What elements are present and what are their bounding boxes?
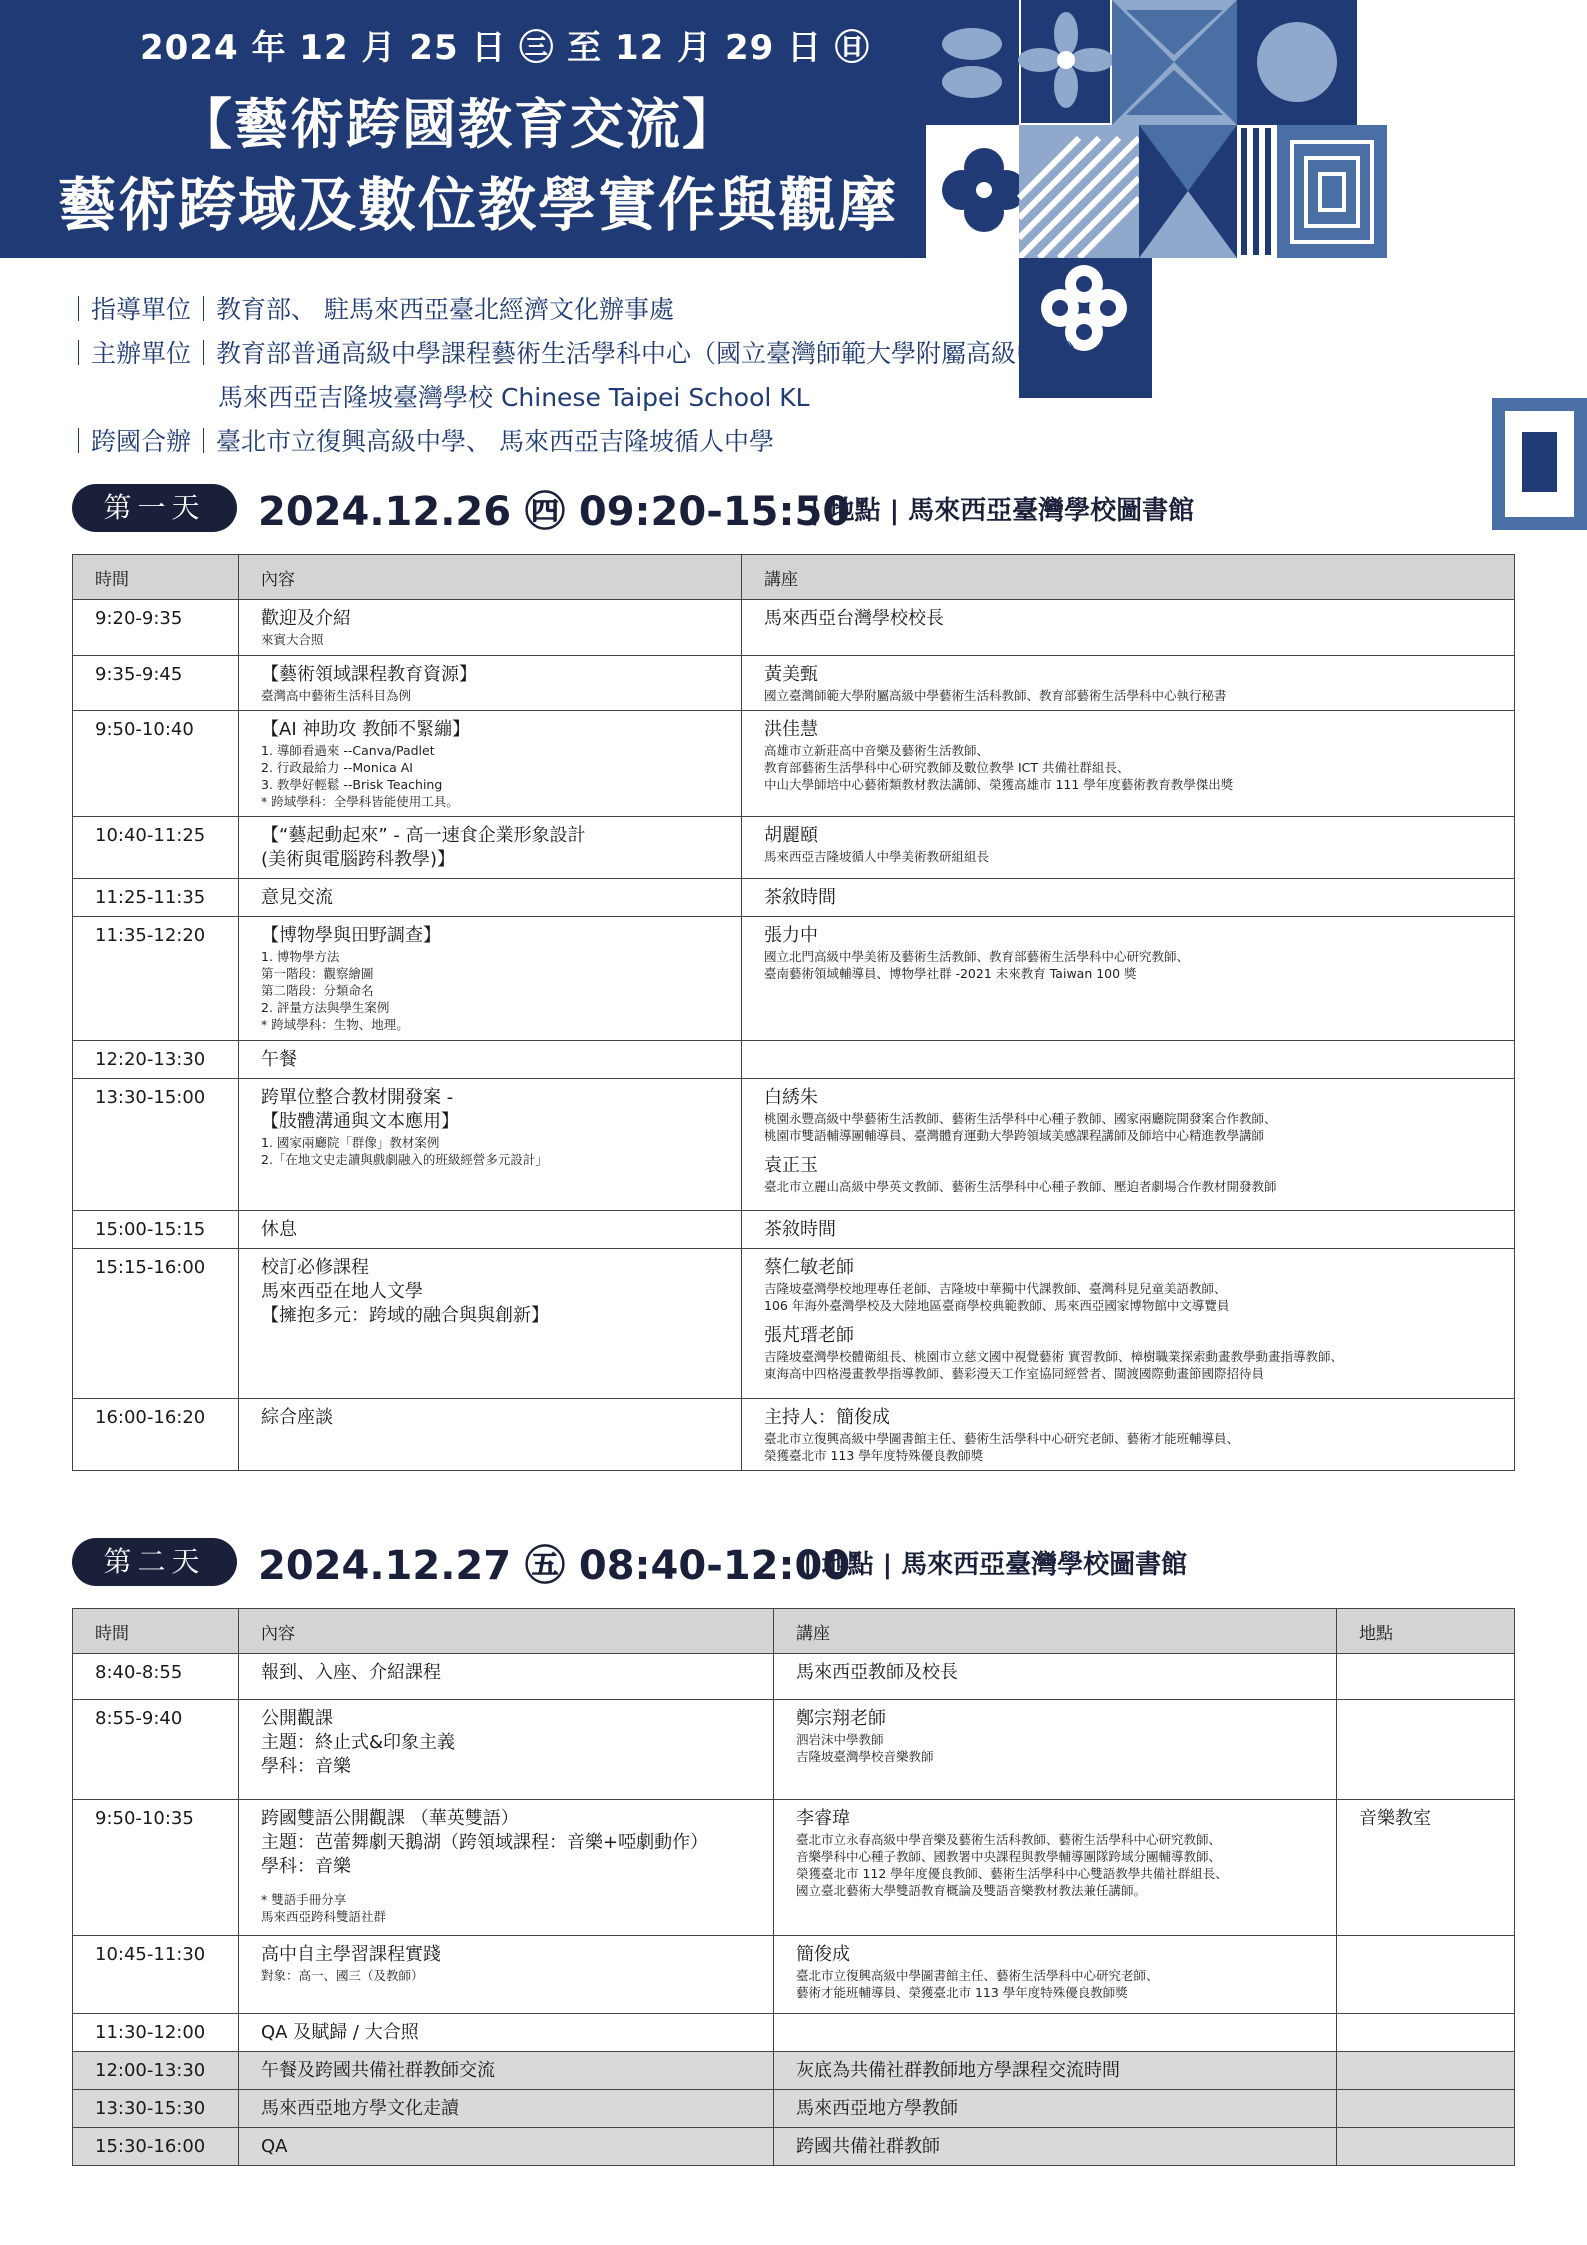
- place-cell: [1337, 2014, 1515, 2052]
- day2-datetime: 2024.12.27 ㊄ 08:40-12:00: [258, 1543, 851, 1589]
- session-title: 午餐及跨國共備社群教師交流: [261, 2060, 495, 2081]
- time-value: 8:55-9:40: [95, 1708, 183, 1729]
- day1-table-row: [73, 1211, 1515, 1249]
- day1-table-row: [73, 879, 1515, 917]
- session-title: 【藝術領域課程教育資源】: [261, 664, 477, 685]
- day2-table-row: [73, 2090, 1515, 2128]
- day1-table-row: [73, 817, 1515, 879]
- speaker-cell: [742, 1211, 1515, 1249]
- speaker-cell: [742, 600, 1515, 656]
- day1-table-row: [73, 1041, 1515, 1079]
- day1-location: | 地點 | 馬來西亞臺灣學校圖書館: [810, 496, 1195, 526]
- speaker-name: 張力中: [764, 925, 818, 946]
- time-cell: [73, 1936, 239, 2014]
- place-cell: [1337, 1800, 1515, 1936]
- time-cell: [73, 1800, 239, 1936]
- place-cell: [1337, 1700, 1515, 1800]
- time-value: 8:40-8:55: [95, 1662, 183, 1683]
- content-cell: [239, 656, 742, 711]
- session-title: 校訂必修課程 馬來西亞在地人文學 【擁抱多元：跨域的融合與與創新】: [261, 1257, 549, 1326]
- speaker-bio: 國立北門高級中學美術及藝術生活教師、教育部藝術生活學科中心研究教師、 臺南藝術領域輔導員、博物學社群 -2021 未來教育 Taiwan 100 獎: [764, 949, 1190, 981]
- guide-unit-row: [66, 288, 1104, 332]
- content-cell: [239, 2090, 774, 2128]
- day2-location: | 地點 | 馬來西亞臺灣學校圖書館: [803, 1550, 1188, 1580]
- time-cell: [73, 1211, 239, 1249]
- time-cell: [73, 1700, 239, 1800]
- time-value: 9:50-10:40: [95, 719, 194, 740]
- time-cell: [73, 1399, 239, 1471]
- time-cell: [73, 879, 239, 917]
- host-unit-label: ｜主辦單位｜: [66, 339, 217, 368]
- guide-unit-label: ｜指導單位｜: [66, 295, 217, 324]
- host-unit-row: [66, 332, 1104, 376]
- time-cell: [73, 2128, 239, 2166]
- speaker-name: 黃美甄: [764, 664, 818, 685]
- co-host-unit: 臺北市立復興高級中學、 馬來西亞吉隆坡循人中學: [216, 427, 774, 456]
- content-cell: [239, 1800, 774, 1936]
- session-title: 【“藝起動起來” - 高一速食企業形象設計 (美術與電腦跨科教學)】: [261, 825, 586, 870]
- session-detail: 1. 國家兩廳院「群像」教材案例 2.「在地文史走讀與戲劇融入的班級經營多元設計」: [261, 1135, 548, 1167]
- speaker-cell: [774, 2090, 1337, 2128]
- speaker-cell: [742, 1399, 1515, 1471]
- time-value: 12:20-13:30: [95, 1049, 206, 1070]
- time-cell: [73, 817, 239, 879]
- speaker-cell: [742, 917, 1515, 1041]
- time-cell: [73, 1041, 239, 1079]
- speaker-name: 跨國共備社群教師: [796, 2136, 940, 2157]
- title-line-1: 【藝術跨國教育交流】: [178, 93, 738, 156]
- day1-header-0: 時間: [73, 555, 239, 600]
- time-cell: [73, 1654, 239, 1700]
- time-value: 13:30-15:30: [95, 2098, 206, 2119]
- time-value: 10:45-11:30: [95, 1944, 206, 1965]
- speaker-cell: [742, 1079, 1515, 1211]
- title-banner: [0, 0, 926, 258]
- time-value: 9:35-9:45: [95, 664, 183, 685]
- speaker-cell: [742, 1041, 1515, 1079]
- speaker-cell: [774, 1654, 1337, 1700]
- session-detail: 對象：高一、國三（及教師）: [261, 1968, 424, 1983]
- content-cell: [239, 2128, 774, 2166]
- session-title: 跨國雙語公開觀課 （華英雙語） 主題：芭蕾舞劇天鵝湖（跨領域課程：音樂+啞劇動作） 學科：音樂: [261, 1808, 709, 1877]
- speaker-bio: 吉隆坡臺灣學校體衛組長、桃園市立慈文國中視覺藝術 實習教師、樟樹職業探索動畫教學動畫指導教師、 東海高中四格漫畫教學指導教師、藝彩漫天工作室協同經營者、閩渡國際動畫節國際招待員: [764, 1349, 1343, 1381]
- speaker-cell: [774, 2128, 1337, 2166]
- session-note: * 雙語手冊分享 馬來西亞跨科雙語社群: [261, 1892, 387, 1924]
- co-host-row: [66, 420, 1104, 464]
- content-cell: [239, 600, 742, 656]
- day1-pill: 第一天: [72, 484, 237, 532]
- host-unit-1: 教育部普通高級中學課程藝術生活學科中心（國立臺灣師範大學附屬高級中學）、: [216, 339, 1104, 368]
- session-title: 午餐: [261, 1049, 297, 1070]
- session-title: QA 及賦歸 / 大合照: [261, 2022, 419, 2043]
- speaker-name: 袁正玉: [764, 1155, 818, 1176]
- session-title: QA: [261, 2136, 288, 2157]
- day2-schedule-table: [72, 1608, 1515, 2166]
- day2-header-0: 時間: [73, 1609, 239, 1654]
- content-cell: [239, 1249, 742, 1399]
- host-unit-2: 馬來西亞吉隆坡臺灣學校 Chinese Taipei School KL: [218, 383, 810, 412]
- session-title: 公開觀課 主題：終止式&印象主義 學科：音樂: [261, 1708, 456, 1777]
- time-value: 10:40-11:25: [95, 825, 206, 846]
- speaker-name: 李睿瑋: [796, 1808, 850, 1829]
- speaker-cell: [742, 656, 1515, 711]
- day2-table-row: [73, 1936, 1515, 2014]
- speaker-bio: 桃園永豐高級中學藝術生活教師、藝術生活學科中心種子教師、國家兩廳院開發案合作教師、 桃園市雙語輔導團輔導員、臺灣體育運動大學跨領域美感課程講師及師培中心精進教學講師: [764, 1111, 1277, 1143]
- time-cell: [73, 2090, 239, 2128]
- event-date: 2024 年 12 月 25 日 ㊂ 至 12 月 29 日 ㊐: [140, 28, 870, 68]
- speaker-name: 主持人：簡俊成: [764, 1407, 890, 1428]
- day2-table-row: [73, 1800, 1515, 1936]
- content-cell: [239, 1700, 774, 1800]
- speaker-name: 馬來西亞台灣學校校長: [764, 608, 944, 629]
- speaker-cell: [774, 1800, 1337, 1936]
- day1-header-1: 內容: [239, 555, 742, 600]
- day2-table-row: [73, 2014, 1515, 2052]
- day1-table-row: [73, 1079, 1515, 1211]
- speaker-cell: [742, 879, 1515, 917]
- session-detail: 來賓大合照: [261, 632, 324, 647]
- session-title: 馬來西亞地方學文化走讀: [261, 2098, 459, 2119]
- day1-table-row: [73, 917, 1515, 1041]
- content-cell: [239, 1936, 774, 2014]
- day1-table-row: [73, 1399, 1515, 1471]
- speaker-bio: 臺北市立永春高級中學音樂及藝術生活科教師、藝術生活學科中心研究教師、 音樂學科中心種子教師、國教署中央課程與教學輔導團隊跨域分團輔導教師、 榮獲臺北市 112 學年度優良教師、藝術生活學科中心雙語教學共備社群組長、 國立臺北藝術大學雙語教育概論及雙語音樂教材教法兼任講師。: [796, 1832, 1228, 1898]
- content-cell: [239, 711, 742, 817]
- place-cell: [1337, 2128, 1515, 2166]
- time-cell: [73, 656, 239, 711]
- speaker-bio: 馬來西亞吉隆坡循人中學美術教研組組長: [764, 849, 990, 864]
- time-value: 11:25-11:35: [95, 887, 206, 908]
- speaker-name: 張芃瑨老師: [764, 1325, 854, 1346]
- session-title: 意見交流: [261, 887, 333, 908]
- session-title: 報到、入座、介紹課程: [261, 1662, 441, 1683]
- day2-header-1: 內容: [239, 1609, 774, 1654]
- content-cell: [239, 2014, 774, 2052]
- session-title: 【AI 神助攻 教師不緊繃】: [261, 719, 471, 740]
- content-cell: [239, 2052, 774, 2090]
- place-cell: [1337, 1936, 1515, 2014]
- time-cell: [73, 1079, 239, 1211]
- organizing-units: [66, 288, 1104, 464]
- time-cell: [73, 600, 239, 656]
- day1-header: [72, 484, 1512, 534]
- speaker-name: 胡麗頤: [764, 825, 818, 846]
- day2-table-row: [73, 2052, 1515, 2090]
- day2-header-2: 講座: [774, 1609, 1337, 1654]
- speaker-name: 馬來西亞教師及校長: [796, 1662, 958, 1683]
- time-value: 9:50-10:35: [95, 1808, 194, 1829]
- speaker-bio: 泗岩沫中學教師 吉隆坡臺灣學校音樂教師: [796, 1732, 934, 1764]
- session-title: 綜合座談: [261, 1407, 333, 1428]
- session-detail: 1. 博物學方法 第一階段：觀察繪圖 第二階段：分類命名 2. 評量方法與學生案例 * 跨域學科：生物、地理。: [261, 949, 409, 1032]
- place-cell: [1337, 2052, 1515, 2090]
- day2-header: [72, 1538, 1512, 1588]
- time-value: 15:15-16:00: [95, 1257, 206, 1278]
- day2-header-3: 地點: [1337, 1609, 1515, 1654]
- speaker-name: 茶敘時間: [764, 887, 836, 908]
- co-host-label: ｜跨國合辦｜: [66, 427, 217, 456]
- guide-unit: 教育部、 駐馬來西亞臺北經濟文化辦事處: [216, 295, 674, 324]
- speaker-cell: [742, 1249, 1515, 1399]
- title-line-2: 藝術跨域及數位教學實作與觀摩: [58, 171, 899, 239]
- speaker-name: 蔡仁敏老師: [764, 1257, 854, 1278]
- day1-header-2: 講座: [742, 555, 1515, 600]
- time-value: 11:30-12:00: [95, 2022, 206, 2043]
- speaker-bio: 高雄市立新莊高中音樂及藝術生活教師、 教育部藝術生活學科中心研究教師及數位教學 ICT 共備社群組長、 中山大學師培中心藝術類教材教法講師、榮獲高雄市 111 學年度藝術教育教學傑出獎: [764, 743, 1234, 792]
- speaker-cell: [774, 1936, 1337, 2014]
- content-cell: [239, 817, 742, 879]
- session-title: 【博物學與田野調查】: [261, 925, 441, 946]
- speaker-cell: [774, 2014, 1337, 2052]
- content-cell: [239, 1041, 742, 1079]
- day2-table-row: [73, 2128, 1515, 2166]
- speaker-cell: [742, 817, 1515, 879]
- content-cell: [239, 1399, 742, 1471]
- place-value: 音樂教室: [1359, 1808, 1431, 1829]
- session-detail: 臺灣高中藝術生活科目為例: [261, 688, 412, 703]
- speaker-name: 簡俊成: [796, 1944, 850, 1965]
- day1-datetime: 2024.12.26 ㊃ 09:20-15:50: [258, 489, 851, 535]
- day1-table-row: [73, 600, 1515, 656]
- speaker-name: 鄭宗翔老師: [796, 1708, 886, 1729]
- session-title: 休息: [261, 1219, 297, 1240]
- session-title: 歡迎及介紹: [261, 608, 351, 629]
- time-cell: [73, 711, 239, 817]
- speaker-name: 洪佳慧: [764, 719, 818, 740]
- speaker-bio: 吉隆坡臺灣學校地理專任老師、吉隆坡中華獨中代課教師、臺灣科見兒童美語教師、 106 年海外臺灣學校及大陸地區臺商學校典範教師、馬來西亞國家博物館中文導覽員: [764, 1281, 1230, 1313]
- time-value: 13:30-15:00: [95, 1087, 206, 1108]
- time-cell: [73, 1249, 239, 1399]
- content-cell: [239, 1654, 774, 1700]
- day1-table-row: [73, 1249, 1515, 1399]
- time-cell: [73, 2014, 239, 2052]
- time-value: 15:00-15:15: [95, 1219, 206, 1240]
- speaker-name: 馬來西亞地方學教師: [796, 2098, 958, 2119]
- day1-table-row: [73, 711, 1515, 817]
- day2-table-row: [73, 1700, 1515, 1800]
- content-cell: [239, 917, 742, 1041]
- day2-table-row: [73, 1654, 1515, 1700]
- day2-pill: 第二天: [72, 1538, 237, 1586]
- session-detail: 1. 導師看過來 --Canva/Padlet 2. 行政最給力 --Monica AI 3. 教學好輕鬆 --Brisk Teaching * 跨域學科：全學科皆能使用工具。: [261, 743, 459, 809]
- session-title: 高中自主學習課程實踐: [261, 1944, 441, 1965]
- content-cell: [239, 1211, 742, 1249]
- speaker-cell: [774, 1700, 1337, 1800]
- speaker-bio: 臺北市立復興高級中學圖書館主任、藝術生活學科中心研究老師、藝術才能班輔導員、 榮獲臺北市 113 學年度特殊優良教師獎: [764, 1431, 1240, 1463]
- speaker-name: 茶敘時間: [764, 1219, 836, 1240]
- time-value: 11:35-12:20: [95, 925, 206, 946]
- time-value: 15:30-16:00: [95, 2136, 206, 2157]
- day1-table-row: [73, 656, 1515, 711]
- speaker-cell: [742, 711, 1515, 817]
- time-cell: [73, 917, 239, 1041]
- speaker-bio: 臺北市立麗山高級中學英文教師、藝術生活學科中心種子教師、壓迫者劇場合作教材開發教師: [764, 1179, 1277, 1194]
- speaker-bio: 國立臺灣師範大學附屬高級中學藝術生活科教師、教育部藝術生活學科中心執行秘書: [764, 688, 1227, 703]
- time-cell: [73, 2052, 239, 2090]
- speaker-cell: [774, 2052, 1337, 2090]
- speaker-name: 灰底為共備社群教師地方學課程交流時間: [796, 2060, 1120, 2081]
- speaker-bio: 臺北市立復興高級中學圖書館主任、藝術生活學科中心研究老師、 藝術才能班輔導員、榮獲臺北市 113 學年度特殊優良教師獎: [796, 1968, 1159, 2000]
- time-value: 9:20-9:35: [95, 608, 183, 629]
- place-cell: [1337, 2090, 1515, 2128]
- day1-schedule-table: [72, 554, 1515, 1471]
- speaker-name: 白綉朱: [764, 1087, 818, 1108]
- time-value: 12:00-13:30: [95, 2060, 206, 2081]
- session-title: 跨單位整合教材開發案 - 【肢體溝通與文本應用】: [261, 1087, 459, 1132]
- content-cell: [239, 879, 742, 917]
- content-cell: [239, 1079, 742, 1211]
- place-cell: [1337, 1654, 1515, 1700]
- time-value: 16:00-16:20: [95, 1407, 206, 1428]
